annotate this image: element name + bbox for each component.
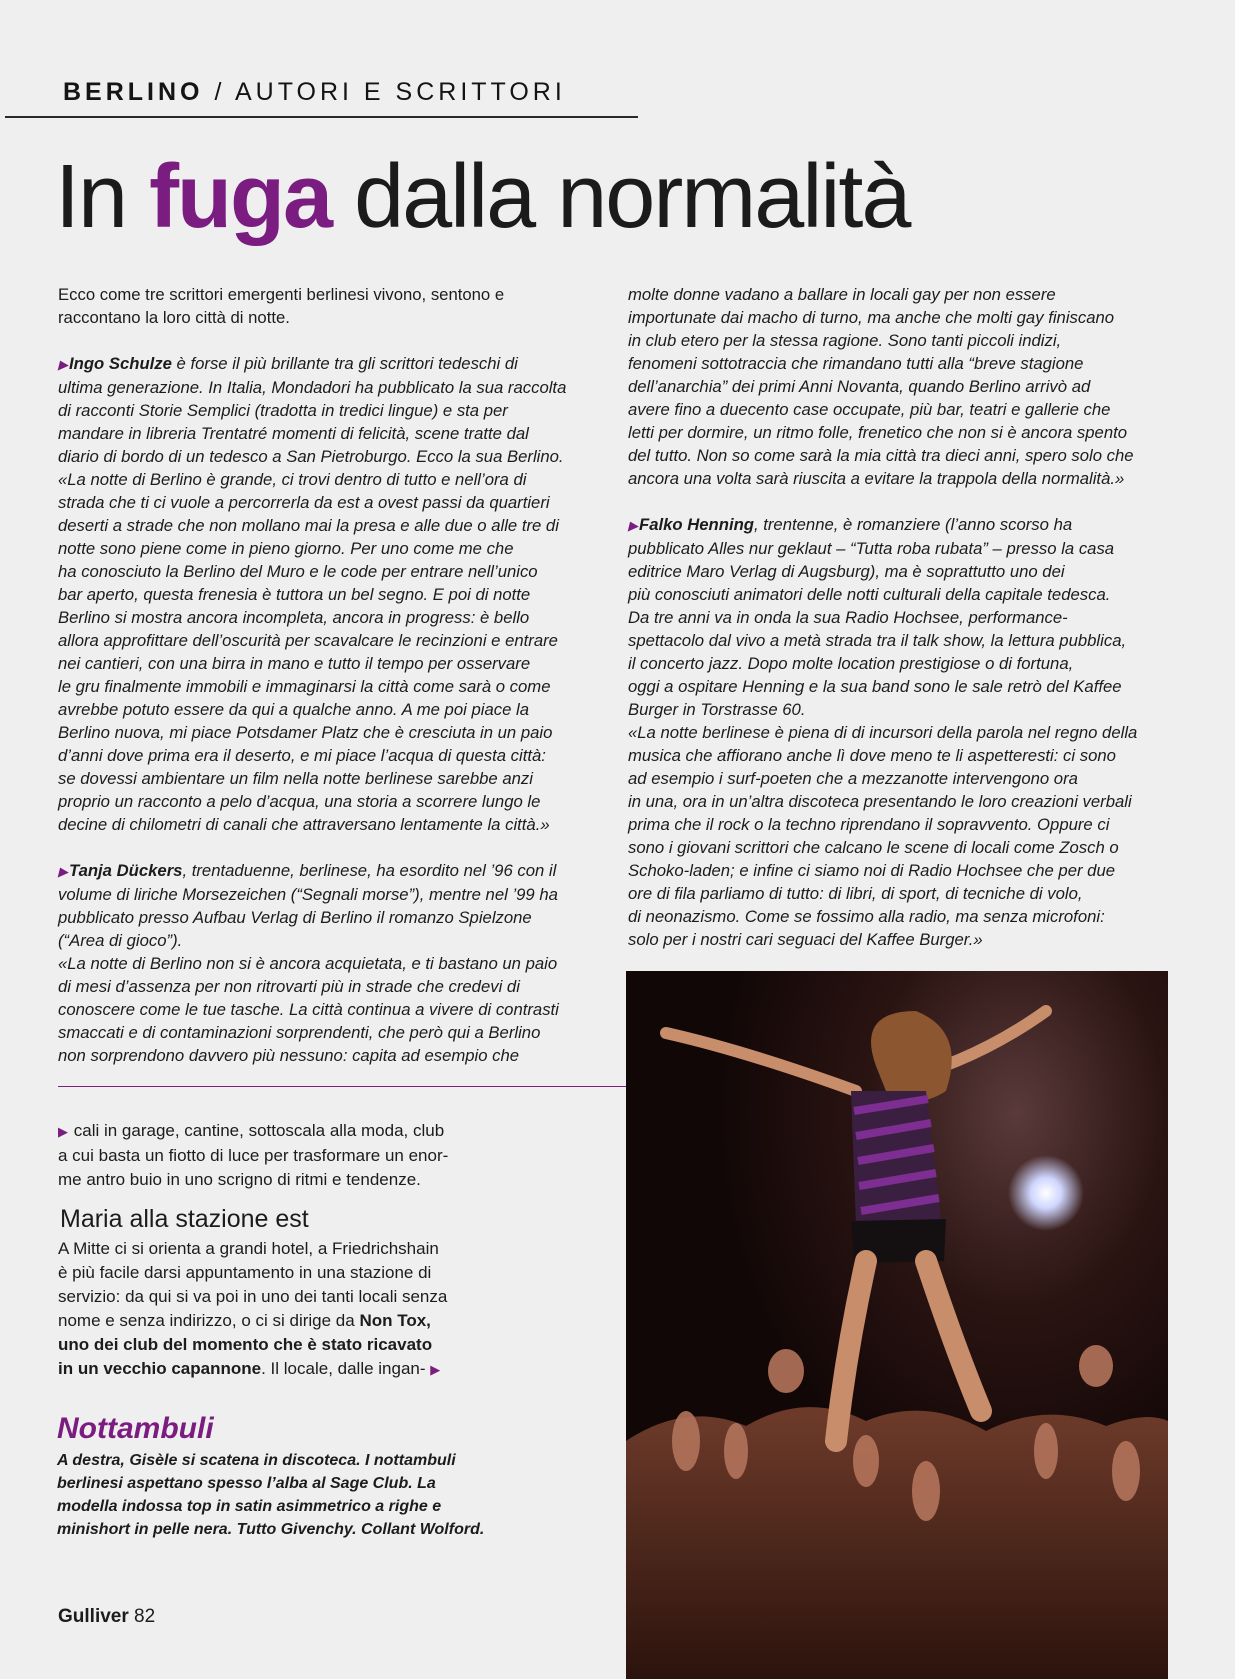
- left-column: [58, 283, 606, 1067]
- continued-triangle-icon: ▶: [58, 1124, 68, 1139]
- text-line: «La notte berlinese è piena di di incursori della parola nel regno della: [628, 723, 1138, 742]
- text-line: fenomeni sottotraccia che rimandano tutti alla “breve stagione: [628, 354, 1084, 373]
- text-line: diario di bordo di un tedesco a San Pietroburgo. Ecco la sua Berlino.: [58, 447, 564, 466]
- text-line: uno dei club del momento che è stato ricavato: [58, 1335, 433, 1354]
- text-line: allora approfittare dell’oscurità per scavalcare le recinzioni e entrare: [58, 631, 558, 650]
- text-line: prima che il rock o la techno riprendano il sopravvento. Oppure ci: [628, 815, 1110, 834]
- text-line: strada che ti ci vuole a percorrerla da est a ovest passi da quartieri: [58, 493, 550, 512]
- text-line: proprio un racconto a pelo d’acqua, una storia a scorrere lungo le: [58, 792, 541, 811]
- text-line: importunate dai macho di turno, ma anche che molti gay finiscano: [628, 308, 1115, 327]
- bullet-triangle-icon: ▶: [58, 864, 68, 879]
- author-name: Ingo Schulze: [69, 354, 172, 373]
- text-line: Berlino si mostra ancora incompleta, ancora in progress: è bello: [58, 608, 530, 627]
- author-name: Falko Henning: [639, 515, 754, 534]
- text-line: ancora una volta sarà riuscita a evitare la trappola della normalità.»: [628, 469, 1125, 488]
- caption-line: A destra, Gisèle si scatena in discoteca. I nottambuli: [57, 1452, 456, 1469]
- text-line: . Il locale, dalle ingan-: [261, 1359, 426, 1378]
- text-line: in una, ora in un’altra discoteca presentando le loro creazioni verbali: [628, 792, 1132, 811]
- text-line: pubblicato presso Aufbau Verlag di Berlino il romanzo Spielzone: [58, 908, 532, 927]
- text-line: le gru finalmente immobili e immaginarsi la città come sarà o come: [58, 677, 551, 696]
- maria-paragraph: [58, 1237, 498, 1382]
- text-line: mandare in libreria Trentatré momenti di felicità, scene tratte dal: [58, 424, 529, 443]
- magazine-name: Gulliver: [58, 1606, 129, 1627]
- text-line: editrice Maro Verlag di Augsburg), ma è soprattutto uno dei: [628, 562, 1065, 581]
- header-rule: [5, 116, 638, 118]
- section-topic: AUTORI E SCRITTORI: [234, 78, 566, 106]
- text-line: pubblicato Alles nur geklaut – “Tutta roba rubata” – presso la casa: [628, 539, 1115, 558]
- text-line: spettacolo dal vivo a metà strada tra il talk show, la lettura pubblica,: [628, 631, 1127, 650]
- text-line: (“Area di gioco”).: [58, 931, 183, 950]
- text-line: non sorprendono davvero più nessuno: capita ad esempio che: [58, 1046, 520, 1065]
- intro-line: raccontano la loro città di notte.: [58, 308, 290, 327]
- club-name: Non Tox,: [359, 1311, 431, 1330]
- section-name: BERLINO: [63, 78, 204, 106]
- text-line: smaccati e di contaminazioni sorprendenti, che però qui a Berlino: [58, 1023, 541, 1042]
- continued-text: [58, 1119, 494, 1192]
- text-line: ha conosciuto la Berlino del Muro e le code per entrare nell’unico: [58, 562, 538, 581]
- text-line: avere fino a duecento case occupate, più bar, teatri e gallerie che: [628, 400, 1111, 419]
- author-name: Tanja Dückers: [69, 861, 183, 880]
- text-line: deserti a strade che non mollano mai la presa e alle due o alle tre di: [58, 516, 559, 535]
- text-line: Burger in Torstrasse 60.: [628, 700, 806, 719]
- headline-accent: fuga: [149, 147, 332, 247]
- text-line: servizio: da qui si va poi in uno dei tanti locali senza: [58, 1287, 448, 1306]
- text-line: dell’anarchia” dei primi Anni Novanta, quando Berlino arrivò ad: [628, 377, 1091, 396]
- page-number: 82: [134, 1606, 156, 1627]
- text-line: sono i giovani scrittori che calcano le scene di locali come Zosch o: [628, 838, 1119, 857]
- text-line: decine di chilometri di canali che attraversano lentamente la città.»: [58, 815, 550, 834]
- text-line: in club etero per la stessa ragione. Sono tanti piccoli indizi,: [628, 331, 1062, 350]
- text-line: letti per dormire, un ritmo folle, frenetico che non si è ancora spento: [628, 423, 1128, 442]
- text-line: nei cantieri, con una birra in mano e tutto il tempo per osservare: [58, 654, 531, 673]
- text-line: Da tre anni va in onda la sua Radio Hochsee, performance-: [628, 608, 1068, 627]
- text-line: in un vecchio capannone: [58, 1359, 262, 1378]
- dueckers-paragraph: [58, 859, 606, 1067]
- text-line: molte donne vadano a ballare in locali gay per non essere: [628, 285, 1056, 304]
- text-line: musica che affiorano anche lì dove meno te li aspetteresti: ci sono: [628, 746, 1116, 765]
- text-line: di mesi d’assenza per non ritrovarti più in strade che credevi di: [58, 977, 520, 996]
- intro-line: Ecco come tre scrittori emergenti berlinesi vivono, sentono e: [58, 285, 505, 304]
- right-column: [628, 283, 1162, 951]
- text-line: avrebbe potuto essere da qui a qualche anno. A me poi piace la: [58, 700, 529, 719]
- section-header: [63, 78, 566, 107]
- headline-part1: In: [55, 147, 150, 247]
- text-line: di racconti Storie Semplici (tradotta in tredici lingue) e sta per: [58, 401, 508, 420]
- text-line: ad esempio i surf-poeten che a mezzanotte intervengono ora: [628, 769, 1078, 788]
- text-line: il concerto jazz. Dopo molte location prestigiose o di fortuna,: [628, 654, 1074, 673]
- bullet-triangle-icon: ▶: [58, 357, 68, 372]
- text-line: solo per i nostri cari seguaci del Kaffee Burger.»: [628, 930, 983, 949]
- schulze-paragraph: [58, 352, 606, 836]
- text-line: A Mitte ci si orienta a grandi hotel, a Friedrichshain: [58, 1239, 439, 1258]
- text-line: se dovessi ambientare un film nella notte berlinese sarebbe anzi: [58, 769, 533, 788]
- continue-arrow-icon: ▶: [430, 1362, 441, 1377]
- caption-title: Nottambuli: [57, 1412, 214, 1445]
- text-line: conoscere come le tue tasche. La città continua a vivere di contrasti: [58, 1000, 559, 1019]
- text-line: d’anni dove prima era il deserto, e mi piace l’acqua di questa città:: [58, 746, 546, 765]
- dancer-photo: [626, 971, 1168, 1679]
- headline-part2: dalla normalità: [331, 147, 910, 247]
- headline: [55, 142, 909, 252]
- subheading: Maria alla stazione est: [60, 1205, 309, 1233]
- text-line: volume di liriche Morsezeichen (“Segnali morse”), mentre nel ’99 ha: [58, 885, 558, 904]
- caption-line: modella indossa top in satin asimmetrico a righe e: [57, 1498, 442, 1515]
- text-line: «La notte di Berlino è grande, ci trovi dentro di tutto e nell’ora di: [58, 470, 527, 489]
- text-line: bar aperto, questa frenesia è tuttora un bel segno. E poi di notte: [58, 585, 531, 604]
- text-line: cali in garage, cantine, sottoscala alla moda, club: [73, 1121, 445, 1140]
- text-line: «La notte di Berlino non si è ancora acquietata, e ti bastano un paio: [58, 954, 558, 973]
- text-line: , trentenne, è romanziere (l’anno scorso ha: [753, 515, 1073, 534]
- caption-line: minishort in pelle nera. Tutto Givenchy. Collant Wolford.: [57, 1521, 485, 1538]
- dancer-illustration: [626, 971, 1168, 1679]
- text-line: Berlino nuova, mi piace Potsdamer Platz che è cresciuta in un paio: [58, 723, 553, 742]
- text-line: di neonazismo. Come se fossimo alla radio, ma senza microfoni:: [628, 907, 1105, 926]
- text-line: nome e senza indirizzo, o ci si dirige da: [58, 1311, 360, 1330]
- section-divider: [58, 1086, 628, 1087]
- text-line: più conosciuti animatori delle notti culturali della capitale tedesca.: [628, 585, 1111, 604]
- text-line: a cui basta un fiotto di luce per trasformare un enor-: [58, 1146, 449, 1165]
- bullet-triangle-icon: ▶: [628, 518, 638, 533]
- text-line: è più facile darsi appuntamento in una stazione di: [58, 1263, 432, 1282]
- text-line: notte sono piene come in pieno giorno. Per uno come me che: [58, 539, 514, 558]
- text-line: oggi a ospitare Henning e la sua band sono le sale retrò del Kaffee: [628, 677, 1122, 696]
- photo-caption: [57, 1449, 497, 1541]
- text-line: ore di fila parliamo di tutto: di libri, di sport, di tecniche di volo,: [628, 884, 1083, 903]
- text-line: me antro buio in uno scrigno di ritmi e tendenze.: [58, 1170, 421, 1189]
- section-separator: /: [203, 78, 235, 106]
- text-line: , trentaduenne, berlinese, ha esordito nel ’96 con il: [182, 861, 557, 880]
- text-line: ultima generazione. In Italia, Mondadori ha pubblicato la sua raccolta: [58, 378, 567, 397]
- text-line: Schoko-laden; e infine ci siamo noi di Radio Hochsee che per due: [628, 861, 1116, 880]
- caption-line: berlinesi aspettano spesso l’alba al Sage Club. La: [57, 1475, 436, 1492]
- folio: [58, 1606, 155, 1628]
- text-line: è forse il più brillante tra gli scrittori tedeschi di: [171, 354, 518, 373]
- text-line: del tutto. Non so come sarà la mia città tra dieci anni, spero solo che: [628, 446, 1134, 465]
